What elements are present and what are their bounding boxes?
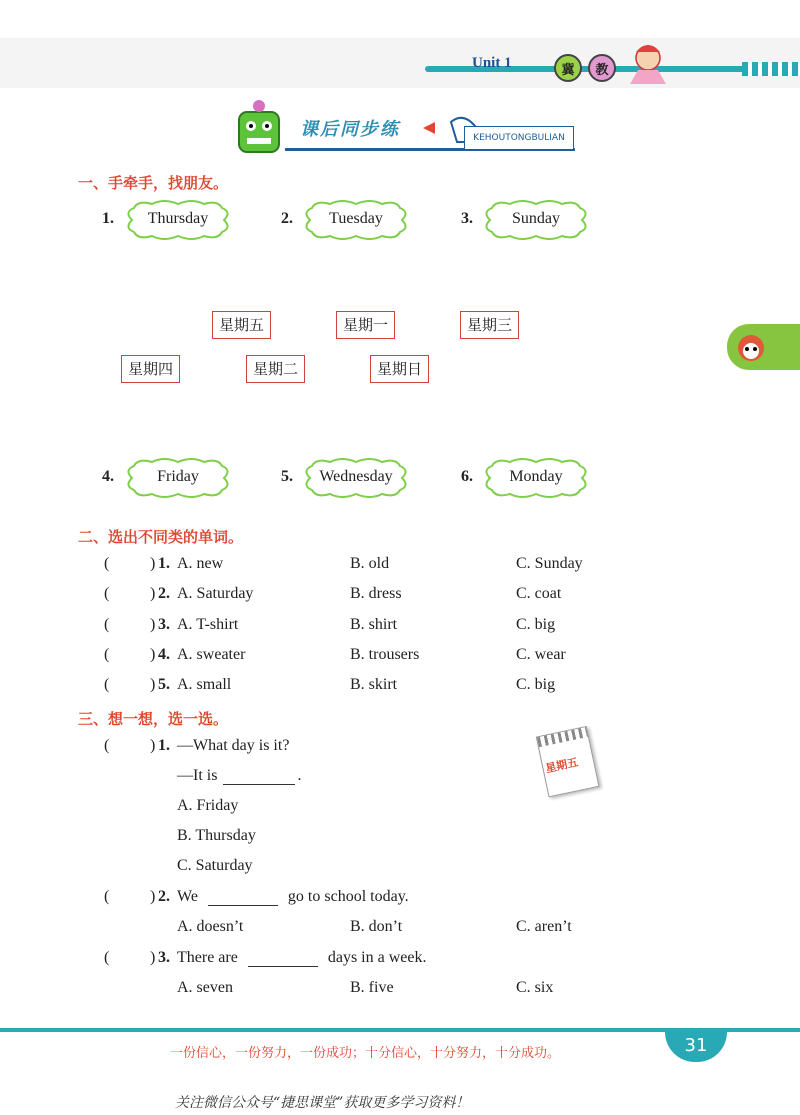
item-number: 5. xyxy=(281,468,293,485)
option-a[interactable]: A. new xyxy=(177,555,224,572)
header-dots xyxy=(742,62,800,76)
answer-paren-close: ) xyxy=(150,676,156,694)
answer-paren-close: ) xyxy=(150,615,156,633)
footer-motto: 一份信心，一份努力，一份成功；十分信心，十分努力，十分成功。 xyxy=(170,1046,561,1061)
question-text: . xyxy=(297,767,302,784)
word-cloud[interactable] xyxy=(480,458,592,498)
question-text: There are xyxy=(177,949,238,966)
answer-blank[interactable] xyxy=(208,905,278,906)
answer-paren-close: ) xyxy=(150,555,156,572)
header-rule xyxy=(670,66,740,72)
question-number: 4. xyxy=(158,645,170,663)
question-number: 1. xyxy=(158,555,170,572)
answer-paren-close: ) xyxy=(150,888,156,905)
question-text: days in a week. xyxy=(327,949,427,966)
word-label: Sunday xyxy=(512,210,560,227)
answer-paren-close: ) xyxy=(150,949,156,966)
answer-paren-close: ) xyxy=(150,737,156,754)
weekday-box[interactable]: 星期二 xyxy=(246,355,305,383)
word-cloud[interactable] xyxy=(480,200,592,240)
question-number: 2. xyxy=(158,888,170,905)
question-text: go to school today. xyxy=(287,888,409,905)
option-c[interactable]: C. big xyxy=(516,615,556,633)
item-number: 3. xyxy=(461,210,473,227)
word-label: Tuesday xyxy=(329,210,383,227)
item-number: 1. xyxy=(102,210,114,227)
option-c[interactable]: C. Sunday xyxy=(516,555,583,572)
answer-blank[interactable] xyxy=(248,966,318,967)
banner-title: 课后同步练 xyxy=(300,119,400,140)
answer-paren-open: ( xyxy=(104,645,110,663)
item-number: 6. xyxy=(461,468,473,485)
option-a[interactable]: A. small xyxy=(177,676,232,694)
handwritten-note: 关注微信公众号“捷思课堂”获取更多学习资料！ xyxy=(175,1095,470,1111)
option-c[interactable]: C. wear xyxy=(516,645,566,663)
answer-blank[interactable] xyxy=(223,784,295,785)
option-a[interactable]: A. Friday xyxy=(177,797,239,814)
option-a[interactable]: A. seven xyxy=(177,979,233,996)
question-line xyxy=(177,888,409,906)
option-c[interactable]: C. six xyxy=(516,979,554,996)
option-a[interactable]: A. doesn’t xyxy=(177,918,244,935)
word-label: Wednesday xyxy=(319,468,393,485)
section-title-2: 二、选出不同类的单词。 xyxy=(78,528,244,546)
question-text: —What day is it? xyxy=(177,737,290,754)
weekday-box[interactable]: 星期三 xyxy=(460,311,519,339)
section-title-1: 一、手牵手，找朋友。 xyxy=(78,174,229,192)
question-number: 2. xyxy=(158,585,170,603)
answer-paren-open: ( xyxy=(104,585,110,603)
option-b[interactable]: B. trousers xyxy=(350,645,420,663)
word-cloud[interactable] xyxy=(300,458,412,498)
page-number: 31 xyxy=(665,1028,727,1062)
word-label: Friday xyxy=(157,468,199,485)
word-cloud[interactable] xyxy=(122,200,234,240)
question-text: We xyxy=(177,888,198,905)
calendar-icon xyxy=(536,725,606,802)
option-b[interactable]: B. skirt xyxy=(350,676,398,694)
option-a[interactable]: A. Saturday xyxy=(177,585,254,603)
item-number: 4. xyxy=(102,468,114,485)
option-b[interactable]: B. don’t xyxy=(350,918,403,935)
unit-label: Unit 1 xyxy=(472,55,512,71)
option-a[interactable]: A. T-shirt xyxy=(177,615,239,633)
question-number: 3. xyxy=(158,949,170,966)
publisher-badge: 冀 xyxy=(554,54,582,82)
word-cloud[interactable] xyxy=(122,458,234,498)
question-number: 1. xyxy=(158,737,170,754)
answer-paren-open: ( xyxy=(104,676,110,694)
question-number: 3. xyxy=(158,615,170,633)
option-c[interactable]: C. Saturday xyxy=(177,857,253,874)
option-b[interactable]: B. Thursday xyxy=(177,827,256,844)
word-label: Monday xyxy=(509,468,563,485)
option-b[interactable]: B. dress xyxy=(350,585,402,603)
word-label: Thursday xyxy=(147,210,209,227)
answer-paren-open: ( xyxy=(104,888,110,905)
header-band xyxy=(0,38,800,88)
word-cloud[interactable] xyxy=(300,200,412,240)
option-c[interactable]: C. big xyxy=(516,676,556,694)
item-number: 2. xyxy=(281,210,293,227)
answer-paren-open: ( xyxy=(104,555,110,572)
weekday-box[interactable]: 星期四 xyxy=(121,355,180,383)
fox-mascot-icon xyxy=(736,330,766,364)
option-a[interactable]: A. sweater xyxy=(177,645,246,663)
answer-paren-close: ) xyxy=(150,645,156,663)
question-text: —It is xyxy=(177,767,218,784)
option-b[interactable]: B. five xyxy=(350,979,394,996)
question-line2 xyxy=(177,767,301,785)
question-line xyxy=(177,949,426,967)
answer-paren-open: ( xyxy=(104,949,110,966)
option-c[interactable]: C. coat xyxy=(516,585,562,603)
weekday-box[interactable]: 星期一 xyxy=(336,311,395,339)
answer-paren-open: ( xyxy=(104,615,110,633)
answer-paren-open: ( xyxy=(104,737,110,754)
question-number: 5. xyxy=(158,676,170,694)
publisher-badge: 教 xyxy=(588,54,616,82)
mascot-girl-icon xyxy=(618,38,678,88)
banner-pinyin: KEHOUTONGBULIAN xyxy=(464,126,574,150)
option-b[interactable]: B. old xyxy=(350,555,390,572)
weekday-box[interactable]: 星期日 xyxy=(370,355,429,383)
answer-paren-close: ) xyxy=(150,585,156,603)
option-c[interactable]: C. aren’t xyxy=(516,918,572,935)
section-title-3: 三、想一想，选一选。 xyxy=(78,710,229,728)
calendar-text: 星期五 xyxy=(544,755,580,776)
weekday-box[interactable]: 星期五 xyxy=(212,311,271,339)
option-b[interactable]: B. shirt xyxy=(350,615,398,633)
